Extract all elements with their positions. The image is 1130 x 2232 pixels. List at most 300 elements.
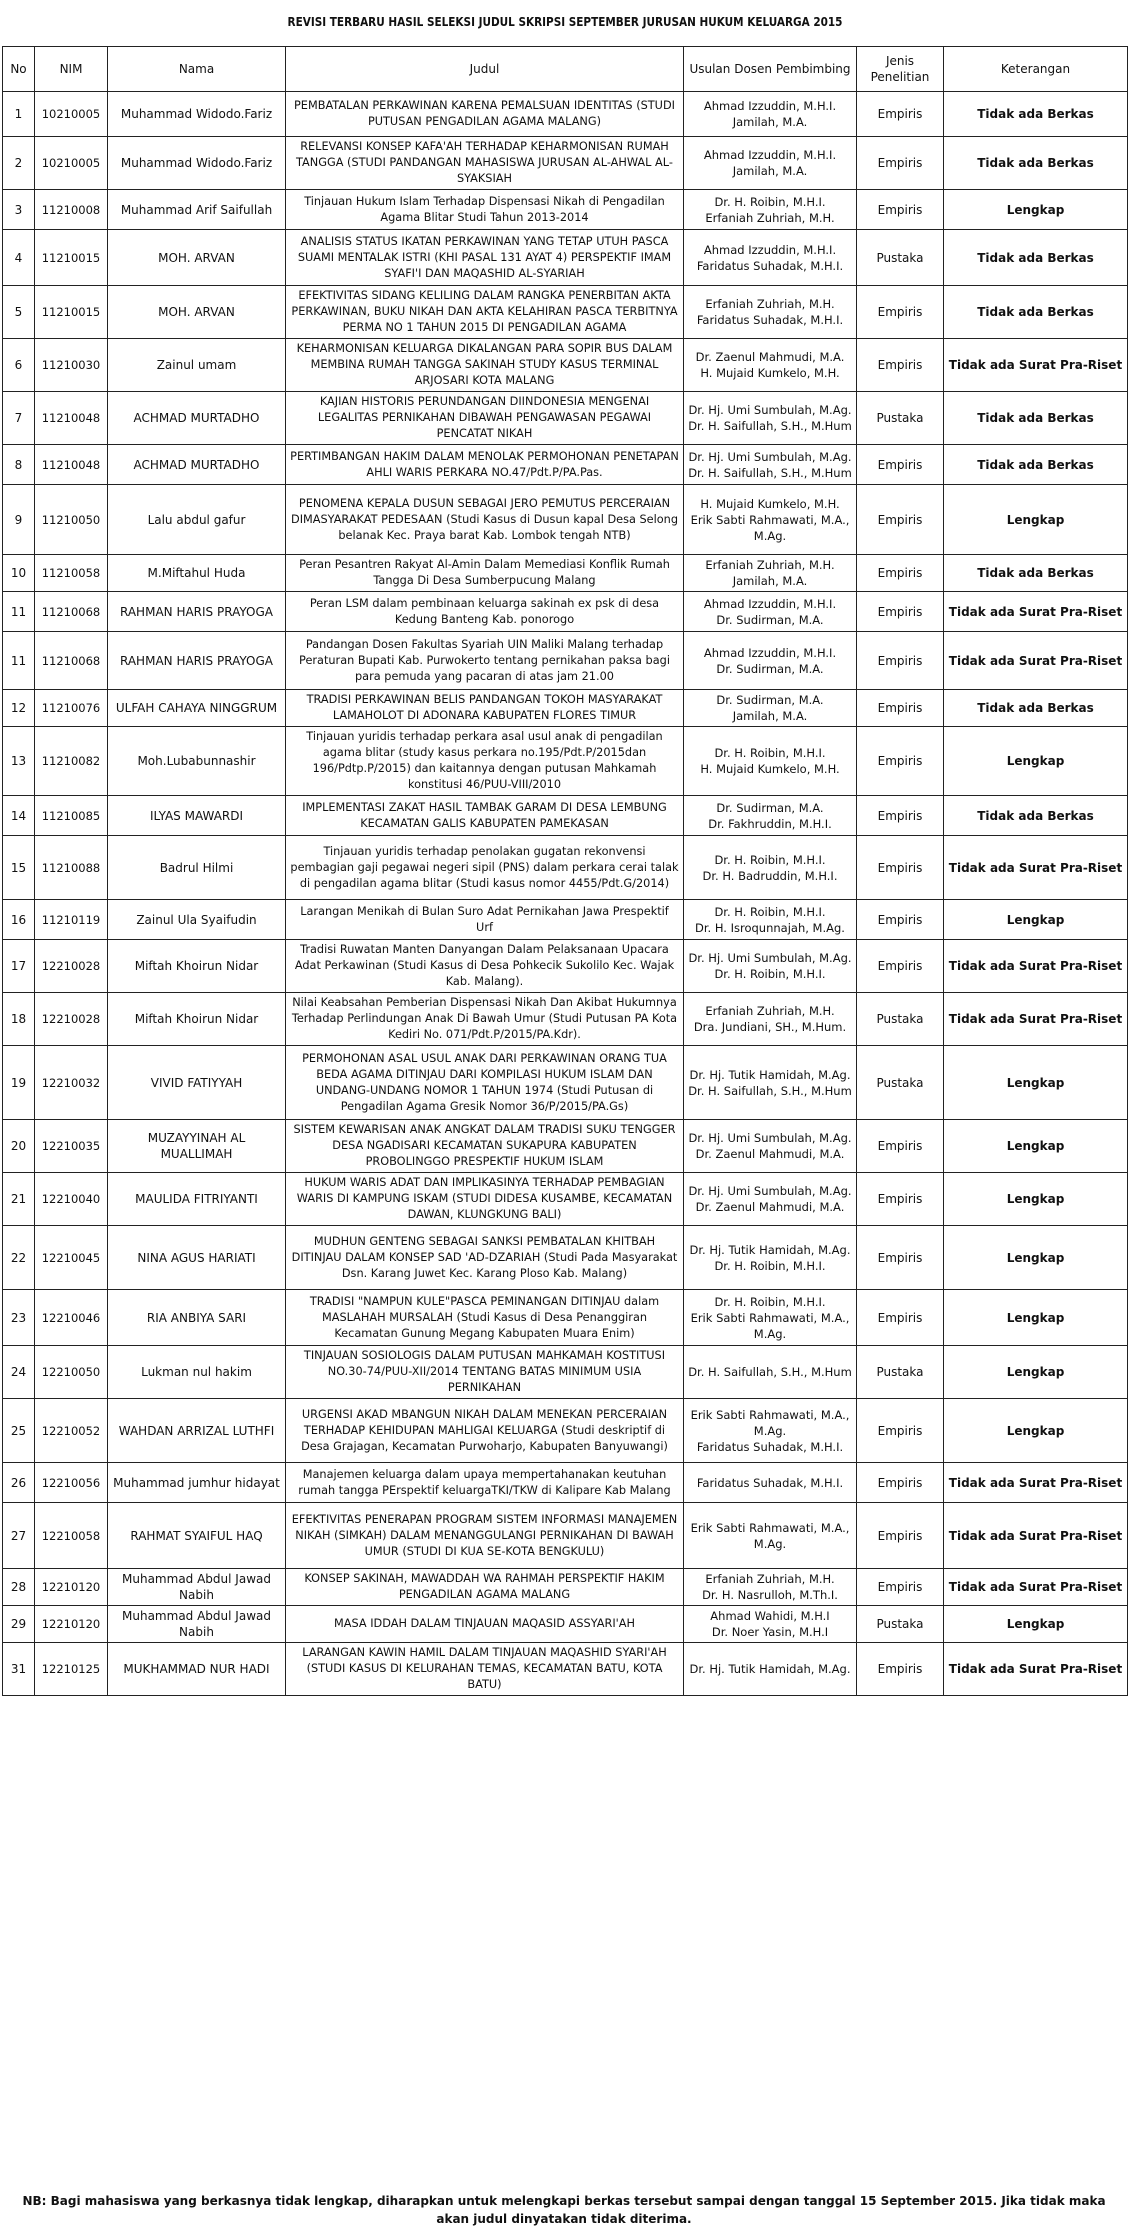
cell-no: 4	[3, 230, 35, 286]
table-row	[3, 445, 1128, 485]
cell-nim: 12210028	[35, 940, 108, 993]
table-row	[3, 1346, 1128, 1399]
cell-nama: VIVID FATIYYAH	[108, 1046, 286, 1120]
cell-dosen	[684, 445, 857, 485]
cell-dosen	[684, 339, 857, 392]
cell-jenis: Pustaka	[857, 230, 944, 286]
cell-nim: 12210040	[35, 1173, 108, 1226]
cell-keterangan: Tidak ada Berkas	[944, 445, 1128, 485]
cell-nim: 11210068	[35, 632, 108, 690]
cell-keterangan: Tidak ada Surat Pra-Riset	[944, 940, 1128, 993]
cell-jenis: Empiris	[857, 727, 944, 796]
cell-no: 21	[3, 1173, 35, 1226]
cell-nim: 12210052	[35, 1399, 108, 1463]
cell-keterangan: Tidak ada Berkas	[944, 796, 1128, 836]
cell-dosen	[684, 1463, 857, 1503]
cell-nim: 11210015	[35, 286, 108, 339]
advisor-name: Ahmad Izzuddin, M.H.I.	[703, 148, 837, 162]
cell-nama: RAHMAN HARIS PRAYOGA	[108, 632, 286, 690]
advisor-name: Jamilah, M.A.	[732, 164, 808, 178]
cell-nama: ACHMAD MURTADHO	[108, 445, 286, 485]
cell-dosen	[684, 1226, 857, 1290]
cell-judul: ANALISIS STATUS IKATAN PERKAWINAN YANG TETAP UTUH PASCA SUAMI MENTALAK ISTRI (KHI PASAL 131 AYAT 4) PERSPEKTIF IMAM SYAFI'I DAN MAQASHID AL-SYARIAH	[286, 230, 684, 286]
cell-jenis: Empiris	[857, 1226, 944, 1290]
cell-jenis: Empiris	[857, 286, 944, 339]
table-row	[3, 993, 1128, 1046]
cell-keterangan: Lengkap	[944, 1173, 1128, 1226]
cell-jenis: Empiris	[857, 940, 944, 993]
cell-judul: RELEVANSI KONSEP KAFA'AH TERHADAP KEHARMONISAN RUMAH TANGGA (STUDI PANDANGAN MAHASISWA JURUSAN AL-AHWAL AL-SYAKSIAH	[286, 137, 684, 190]
cell-jenis: Empiris	[857, 592, 944, 632]
cell-keterangan: Tidak ada Surat Pra-Riset	[944, 836, 1128, 900]
cell-no: 9	[3, 485, 35, 555]
cell-dosen	[684, 392, 857, 445]
cell-nim: 10210005	[35, 92, 108, 137]
cell-dosen	[684, 900, 857, 940]
cell-nim: 12210056	[35, 1463, 108, 1503]
cell-dosen	[684, 555, 857, 592]
cell-no: 31	[3, 1643, 35, 1696]
cell-jenis: Empiris	[857, 690, 944, 727]
cell-judul: Tinjauan yuridis terhadap perkara asal usul anak di pengadilan agama blitar (study kasus perkara no.195/Pdt.P/2015dan 196/Pdtp.P/2015) dan kaitannya dengan putusan Mahkamah konstitusi 46/PUU-VIII/2010	[286, 727, 684, 796]
cell-keterangan: Lengkap	[944, 1346, 1128, 1399]
cell-nim: 12210045	[35, 1226, 108, 1290]
cell-jenis: Empiris	[857, 1463, 944, 1503]
table-header-row	[3, 47, 1128, 92]
advisor-name: H. Mujaid Kumkelo, M.H.	[700, 762, 840, 776]
cell-keterangan: Tidak ada Surat Pra-Riset	[944, 592, 1128, 632]
cell-keterangan: Tidak ada Surat Pra-Riset	[944, 339, 1128, 392]
cell-no: 15	[3, 836, 35, 900]
cell-nama: Muhammad Arif Saifullah	[108, 190, 286, 230]
advisor-name: Erfaniah Zuhriah, M.H.	[705, 1004, 835, 1018]
cell-dosen	[684, 1606, 857, 1643]
cell-no: 23	[3, 1290, 35, 1346]
advisor-name: Ahmad Wahidi, M.H.I	[710, 1609, 830, 1623]
advisor-name: Dr. Sudirman, M.A.	[716, 800, 824, 815]
advisor-name: Dr. Sudirman, M.A.	[716, 693, 824, 707]
selection-table	[2, 46, 1128, 1696]
cell-keterangan: Lengkap	[944, 485, 1128, 555]
cell-judul: TINJAUAN SOSIOLOGIS DALAM PUTUSAN MAHKAMAH KOSTITUSI NO.30-74/PUU-XII/2014 TENTANG BATAS MINIMUM USIA PERNIKAHAN	[286, 1346, 684, 1399]
cell-nama: NINA AGUS HARIATI	[108, 1226, 286, 1290]
advisor-name: Dr. H. Isroqunnajah, M.Ag.	[695, 920, 845, 935]
cell-nama: MOH. ARVAN	[108, 286, 286, 339]
cell-dosen	[684, 485, 857, 555]
cell-jenis: Empiris	[857, 1120, 944, 1173]
cell-no: 1	[3, 92, 35, 137]
advisor-name: Erik Sabti Rahmawati, M.A., M.Ag.	[690, 1520, 850, 1551]
cell-keterangan: Tidak ada Surat Pra-Riset	[944, 993, 1128, 1046]
advisor-name: Dr. Noer Yasin, M.H.I	[711, 1625, 829, 1639]
cell-keterangan: Lengkap	[944, 1226, 1128, 1290]
cell-nim: 12210028	[35, 993, 108, 1046]
cell-nama: Muhammad Widodo.Fariz	[108, 92, 286, 137]
cell-jenis: Empiris	[857, 1290, 944, 1346]
advisor-name: Faridatus Suhadak, M.H.I.	[696, 1475, 844, 1490]
advisor-name: Dr. Zaenul Mahmudi, M.A.	[695, 1147, 845, 1161]
advisor-name: Dr. H. Roibin, M.H.I.	[714, 746, 826, 760]
cell-judul: PERMOHONAN ASAL USUL ANAK DARI PERKAWINAN ORANG TUA BEDA AGAMA DITINJAU DARI KOMPILASI HUKUM ISLAM DAN UNDANG-UNDANG NOMOR 1 TAHUN 1974 (Studi Putusan di Pengadilan Agama Gresik Nomor 36/P/2015/PA.Gs)	[286, 1046, 684, 1120]
advisor-name: Erik Sabti Rahmawati, M.A., M.Ag.	[690, 512, 850, 543]
cell-no: 26	[3, 1463, 35, 1503]
cell-jenis: Pustaka	[857, 1346, 944, 1399]
advisor-name: Dr. H. Badruddin, M.H.I.	[702, 868, 838, 883]
cell-dosen	[684, 796, 857, 836]
cell-keterangan: Tidak ada Surat Pra-Riset	[944, 1643, 1128, 1696]
cell-nim: 12210125	[35, 1643, 108, 1696]
cell-dosen	[684, 632, 857, 690]
cell-nim: 12210120	[35, 1606, 108, 1643]
cell-jenis: Pustaka	[857, 1606, 944, 1643]
cell-nim: 12210058	[35, 1503, 108, 1569]
footnote: NB: Bagi mahasiswa yang berkasnya tidak lengkap, diharapkan untuk melengkapi berkas tersebut sampai dengan tanggal 15 September 2015. Jika tidak maka akan judul dinyatakan tidak diterima.	[22, 2194, 1106, 2226]
cell-judul: Pandangan Dosen Fakultas Syariah UIN Maliki Malang terhadap Peraturan Bupati Kab. Purwokerto tentang pernikahan paksa bagi para pemuda yang pacaran di atas jam 21.00	[286, 632, 684, 690]
cell-nim: 12210120	[35, 1569, 108, 1606]
table-row	[3, 796, 1128, 836]
cell-jenis: Empiris	[857, 1173, 944, 1226]
advisor-name: Dr. H. Roibin, M.H.I.	[714, 1294, 826, 1309]
cell-nim: 11210048	[35, 445, 108, 485]
cell-judul: LARANGAN KAWIN HAMIL DALAM TINJAUAN MAQASHID SYARI'AH (STUDI KASUS DI KELURAHAN TEMAS, KECAMATAN BATU, KOTA BATU)	[286, 1643, 684, 1696]
cell-dosen	[684, 1399, 857, 1463]
cell-no: 24	[3, 1346, 35, 1399]
cell-no: 17	[3, 940, 35, 993]
cell-dosen	[684, 1290, 857, 1346]
cell-no: 6	[3, 339, 35, 392]
header-dosen: Usulan Dosen Pembimbing	[684, 47, 857, 92]
cell-jenis: Empiris	[857, 836, 944, 900]
cell-nim: 12210035	[35, 1120, 108, 1173]
cell-jenis: Empiris	[857, 555, 944, 592]
cell-judul: URGENSI AKAD MBANGUN NIKAH DALAM MENEKAN PERCERAIAN TERHADAP KEHIDUPAN MAHLIGAI KELUARGA (Studi deskriptif di Desa Grajagan, Kecamatan Purwoharjo, Kabupaten Banyuwangi)	[286, 1399, 684, 1463]
cell-nama: RIA ANBIYA SARI	[108, 1290, 286, 1346]
cell-nama: MAULIDA FITRIYANTI	[108, 1173, 286, 1226]
cell-nama: ACHMAD MURTADHO	[108, 392, 286, 445]
cell-no: 18	[3, 993, 35, 1046]
cell-keterangan: Lengkap	[944, 190, 1128, 230]
cell-no: 25	[3, 1399, 35, 1463]
table-row	[3, 900, 1128, 940]
cell-judul: KEHARMONISAN KELUARGA DIKALANGAN PARA SOPIR BUS DALAM MEMBINA RUMAH TANGGA SAKINAH STUDY KASUS TERMINAL ARJOSARI KOTA MALANG	[286, 339, 684, 392]
cell-judul: MASA IDDAH DALAM TINJAUAN MAQASID ASSYARI'AH	[286, 1606, 684, 1643]
cell-keterangan: Lengkap	[944, 1399, 1128, 1463]
cell-dosen	[684, 190, 857, 230]
cell-nim: 12210032	[35, 1046, 108, 1120]
cell-nama: Miftah Khoirun Nidar	[108, 940, 286, 993]
cell-jenis: Empiris	[857, 190, 944, 230]
cell-nama: RAHMAT SYAIFUL HAQ	[108, 1503, 286, 1569]
cell-nim: 11210119	[35, 900, 108, 940]
cell-nama: ULFAH CAHAYA NINGGRUM	[108, 690, 286, 727]
advisor-name: Erfaniah Zuhriah, M.H.	[705, 210, 835, 225]
advisor-name: Erfaniah Zuhriah, M.H.	[705, 1572, 835, 1586]
cell-judul: PEMBATALAN PERKAWINAN KARENA PEMALSUAN IDENTITAS (STUDI PUTUSAN PENGADILAN AGAMA MALANG)	[286, 92, 684, 137]
cell-nama: Lalu abdul gafur	[108, 485, 286, 555]
table-row	[3, 1226, 1128, 1290]
cell-jenis: Empiris	[857, 339, 944, 392]
cell-jenis: Pustaka	[857, 1046, 944, 1120]
advisor-name: H. Mujaid Kumkelo, M.H.	[700, 496, 840, 511]
cell-judul: PENOMENA KEPALA DUSUN SEBAGAI JERO PEMUTUS PERCERAIAN DIMASYARAKAT PEDESAAN (Studi Kasus di Dusun kapal Desa Selong belanak Kec. Praya barat Kab. Lombok tengah NTB)	[286, 485, 684, 555]
advisor-name: Erfaniah Zuhriah, M.H.	[705, 558, 835, 572]
cell-keterangan: Tidak ada Surat Pra-Riset	[944, 632, 1128, 690]
cell-keterangan: Lengkap	[944, 1606, 1128, 1643]
table-row	[3, 137, 1128, 190]
cell-judul: Peran Pesantren Rakyat Al-Amin Dalam Memediasi Konflik Rumah Tangga Di Desa Sumberpucung Malang	[286, 555, 684, 592]
advisor-name: Dr. H. Saifullah, S.H., M.Hum	[688, 1083, 852, 1098]
advisor-name: Dr. Hj. Umi Sumbulah, M.Ag.	[688, 449, 852, 464]
advisor-name: Dr. Hj. Tutik Hamidah, M.Ag.	[689, 1067, 851, 1082]
cell-no: 14	[3, 796, 35, 836]
header-no: No	[3, 47, 35, 92]
cell-nim: 10210005	[35, 137, 108, 190]
table-row	[3, 1569, 1128, 1606]
cell-nim: 11210008	[35, 190, 108, 230]
cell-keterangan: Lengkap	[944, 1290, 1128, 1346]
cell-nama: Muhammad Widodo.Fariz	[108, 137, 286, 190]
cell-nim: 11210082	[35, 727, 108, 796]
table-row	[3, 339, 1128, 392]
cell-nama: ILYAS MAWARDI	[108, 796, 286, 836]
cell-judul: Peran LSM dalam pembinaan keluarga sakinah ex psk di desa Kedung Banteng Kab. ponorogo	[286, 592, 684, 632]
cell-judul: IMPLEMENTASI ZAKAT HASIL TAMBAK GARAM DI DESA LEMBUNG KECAMATAN GALIS KABUPATEN PAMEKASAN	[286, 796, 684, 836]
cell-nama: MUZAYYINAH AL MUALLIMAH	[108, 1120, 286, 1173]
cell-jenis: Empiris	[857, 632, 944, 690]
advisor-name: Dr. H. Nasrulloh, M.Th.I.	[702, 1588, 838, 1602]
advisor-name: Dr. H. Roibin, M.H.I.	[714, 194, 826, 209]
table-row	[3, 836, 1128, 900]
cell-no: 5	[3, 286, 35, 339]
cell-dosen	[684, 1643, 857, 1696]
advisor-name: Jamilah, M.A.	[732, 115, 808, 129]
advisor-name: Dr. Sudirman, M.A.	[716, 661, 824, 676]
page-title: REVISI TERBARU HASIL SELEKSI JUDUL SKRIPSI SEPTEMBER JURUSAN HUKUM KELUARGA 2015	[287, 14, 843, 29]
cell-nim: 11210068	[35, 592, 108, 632]
cell-dosen	[684, 940, 857, 993]
table-row	[3, 592, 1128, 632]
advisor-name: Dr. H. Saifullah, S.H., M.Hum	[688, 1365, 852, 1379]
advisor-name: Faridatus Suhadak, M.H.I.	[696, 258, 844, 273]
cell-jenis: Empiris	[857, 900, 944, 940]
cell-dosen	[684, 690, 857, 727]
cell-nim: 11210030	[35, 339, 108, 392]
cell-no: 29	[3, 1606, 35, 1643]
table-row	[3, 555, 1128, 592]
header-judul: Judul	[286, 47, 684, 92]
advisor-name: Dr. H. Saifullah, S.H., M.Hum	[688, 465, 852, 480]
cell-no: 11	[3, 632, 35, 690]
advisor-name: Dr. Fakhruddin, M.H.I.	[708, 816, 832, 831]
cell-keterangan: Tidak ada Surat Pra-Riset	[944, 1569, 1128, 1606]
header-keterangan: Keterangan	[944, 47, 1128, 92]
cell-keterangan: Tidak ada Berkas	[944, 392, 1128, 445]
advisor-name: Dr. H. Roibin, M.H.I.	[714, 852, 826, 867]
cell-keterangan: Tidak ada Surat Pra-Riset	[944, 1503, 1128, 1569]
cell-no: 20	[3, 1120, 35, 1173]
table-row	[3, 1120, 1128, 1173]
cell-keterangan: Tidak ada Berkas	[944, 137, 1128, 190]
cell-nama: M.Miftahul Huda	[108, 555, 286, 592]
cell-dosen	[684, 1046, 857, 1120]
table-row	[3, 392, 1128, 445]
cell-nama: RAHMAN HARIS PRAYOGA	[108, 592, 286, 632]
advisor-name: Dr. Hj. Umi Sumbulah, M.Ag.	[688, 951, 852, 965]
cell-dosen	[684, 993, 857, 1046]
advisor-name: Ahmad Izzuddin, M.H.I.	[703, 242, 837, 257]
advisor-name: Erik Sabti Rahmawati, M.A., M.Ag.	[690, 1310, 850, 1341]
cell-nama: Badrul Hilmi	[108, 836, 286, 900]
table-row	[3, 1173, 1128, 1226]
cell-judul: Tinjauan yuridis terhadap penolakan gugatan rekonvensi pembagian gaji pegawai negeri sipil (PNS) dalam perkara cerai talak di pengadilan agama blitar (Studi kasus nomor 4455/Pdt.G/2014)	[286, 836, 684, 900]
table-row	[3, 1503, 1128, 1569]
advisor-name: Ahmad Izzuddin, M.H.I.	[703, 596, 837, 611]
advisor-name: Dr. H. Saifullah, S.H., M.Hum	[688, 419, 852, 433]
table-row	[3, 632, 1128, 690]
table-row	[3, 190, 1128, 230]
cell-no: 13	[3, 727, 35, 796]
cell-keterangan: Tidak ada Berkas	[944, 555, 1128, 592]
cell-no: 22	[3, 1226, 35, 1290]
cell-judul: MUDHUN GENTENG SEBAGAI SANKSI PEMBATALAN KHITBAH DITINJAU DALAM KONSEP SAD 'AD-DZARIAH (Studi Pada Masyarakat Dsn. Karang Juwet Kec. Karang Ploso Kab. Malang)	[286, 1226, 684, 1290]
cell-judul: KAJIAN HISTORIS PERUNDANGAN DIINDONESIA MENGENAI LEGALITAS PERNIKAHAN DIBAWAH PENGAWASAN PEGAWAI PENCATAT NIKAH	[286, 392, 684, 445]
cell-nim: 11210058	[35, 555, 108, 592]
cell-jenis: Empiris	[857, 796, 944, 836]
cell-nama: Muhammad Abdul Jawad Nabih	[108, 1606, 286, 1643]
cell-jenis: Empiris	[857, 1569, 944, 1606]
cell-jenis: Empiris	[857, 1399, 944, 1463]
cell-judul: TRADISI PERKAWINAN BELIS PANDANGAN TOKOH MASYARAKAT LAMAHOLOT DI ADONARA KABUPATEN FLORES TIMUR	[286, 690, 684, 727]
table-row	[3, 1290, 1128, 1346]
table-row	[3, 92, 1128, 137]
cell-no: 12	[3, 690, 35, 727]
cell-nama: Muhammad Abdul Jawad Nabih	[108, 1569, 286, 1606]
advisor-name: Dr. Hj. Umi Sumbulah, M.Ag.	[688, 403, 852, 417]
cell-no: 3	[3, 190, 35, 230]
advisor-name: Dr. H. Roibin, M.H.I.	[714, 1258, 826, 1273]
header-nama: Nama	[108, 47, 286, 92]
table-row	[3, 485, 1128, 555]
advisor-name: Dr. Zaenul Mahmudi, M.A.	[695, 350, 845, 364]
advisor-name: Dr. Zaenul Mahmudi, M.A.	[695, 1200, 845, 1214]
cell-dosen	[684, 1346, 857, 1399]
cell-judul: TRADISI "NAMPUN KULE"PASCA PEMINANGAN DITINJAU dalam MASLAHAH MURSALAH (Studi Kasus di Desa Penanggiran Kecamatan Gunung Megang Kabupaten Muara Enim)	[286, 1290, 684, 1346]
cell-judul: Manajemen keluarga dalam upaya mempertahanakan keutuhan rumah tangga PErspektif keluargaTKI/TKW di Kalipare Kab Malang	[286, 1463, 684, 1503]
cell-dosen	[684, 836, 857, 900]
advisor-name: Ahmad Izzuddin, M.H.I.	[703, 99, 837, 113]
advisor-name: Erfaniah Zuhriah, M.H.	[705, 297, 835, 311]
advisor-name: Dra. Jundiani, SH., M.Hum.	[693, 1020, 847, 1034]
cell-judul: EFEKTIVITAS SIDANG KELILING DALAM RANGKA PENERBITAN AKTA PERKAWINAN, BUKU NIKAH DAN AKTA KELAHIRAN PASCA TERBITNYA PERMA NO 1 TAHUN 2015 DI PENGADILAN AGAMA	[286, 286, 684, 339]
cell-jenis: Empiris	[857, 92, 944, 137]
cell-judul: Tinjauan Hukum Islam Terhadap Dispensasi Nikah di Pengadilan Agama Blitar Studi Tahun 2013-2014	[286, 190, 684, 230]
advisor-name: Faridatus Suhadak, M.H.I.	[696, 1439, 844, 1454]
cell-no: 7	[3, 392, 35, 445]
cell-nama: Miftah Khoirun Nidar	[108, 993, 286, 1046]
cell-jenis: Empiris	[857, 137, 944, 190]
cell-jenis: Pustaka	[857, 392, 944, 445]
cell-keterangan: Tidak ada Berkas	[944, 230, 1128, 286]
cell-judul: Nilai Keabsahan Pemberian Dispensasi Nikah Dan Akibat Hukumnya Terhadap Perlindungan Anak Di Bawah Umur (Studi Putusan PA Kota Kediri No. 071/Pdt.P/2015/PA.Kdr).	[286, 993, 684, 1046]
cell-judul: HUKUM WARIS ADAT DAN IMPLIKASINYA TERHADAP PEMBAGIAN WARIS DI KAMPUNG ISKAM (STUDI DIDESA KUSAMBE, KECAMATAN DAWAN, KLUNGKUNG BALI)	[286, 1173, 684, 1226]
cell-keterangan: Tidak ada Surat Pra-Riset	[944, 1463, 1128, 1503]
cell-nim: 11210085	[35, 796, 108, 836]
cell-jenis: Empiris	[857, 445, 944, 485]
cell-nama: Moh.Lubabunnashir	[108, 727, 286, 796]
advisor-name: Jamilah, M.A.	[732, 574, 808, 588]
table-row	[3, 1463, 1128, 1503]
advisor-name: Dr. Hj. Umi Sumbulah, M.Ag.	[688, 1184, 852, 1198]
cell-nim: 11210088	[35, 836, 108, 900]
table-row	[3, 1606, 1128, 1643]
cell-no: 10	[3, 555, 35, 592]
table-row	[3, 1046, 1128, 1120]
advisor-name: Faridatus Suhadak, M.H.I.	[696, 313, 844, 327]
cell-dosen	[684, 727, 857, 796]
cell-jenis: Pustaka	[857, 993, 944, 1046]
cell-dosen	[684, 230, 857, 286]
advisor-name: Dr. H. Roibin, M.H.I.	[714, 967, 826, 981]
table-row	[3, 230, 1128, 286]
cell-jenis: Empiris	[857, 1503, 944, 1569]
cell-keterangan: Lengkap	[944, 900, 1128, 940]
cell-keterangan: Lengkap	[944, 1120, 1128, 1173]
cell-judul: PERTIMBANGAN HAKIM DALAM MENOLAK PERMOHONAN PENETAPAN AHLI WARIS PERKARA NO.47/Pdt.P/PA.Pas.	[286, 445, 684, 485]
cell-nama: WAHDAN ARRIZAL LUTHFI	[108, 1399, 286, 1463]
cell-nim: 11210050	[35, 485, 108, 555]
cell-no: 27	[3, 1503, 35, 1569]
cell-judul: EFEKTIVITAS PENERAPAN PROGRAM SISTEM INFORMASI MANAJEMEN NIKAH (SIMKAH) DALAM MENANGGULANGI PERNIKAHAN DI BAWAH UMUR (STUDI DI KUA SE-KOTA BENGKULU)	[286, 1503, 684, 1569]
cell-nama: Muhammad jumhur hidayat	[108, 1463, 286, 1503]
cell-keterangan: Lengkap	[944, 1046, 1128, 1120]
cell-no: 19	[3, 1046, 35, 1120]
cell-judul: SISTEM KEWARISAN ANAK ANGKAT DALAM TRADISI SUKU TENGGER DESA NGADISARI KECAMATAN SUKAPURA KABUPATEN PROBOLINGGO PRESPEKTIF HUKUM ISLAM	[286, 1120, 684, 1173]
cell-nim: 11210015	[35, 230, 108, 286]
cell-dosen	[684, 286, 857, 339]
table-row	[3, 940, 1128, 993]
cell-judul: Tradisi Ruwatan Manten Danyangan Dalam Pelaksanaan Upacara Adat Perkawinan (Studi Kasus di Desa Pohkecik Sukolilo Kec. Wajak Kab. Malang).	[286, 940, 684, 993]
cell-no: 28	[3, 1569, 35, 1606]
table-row	[3, 727, 1128, 796]
cell-no: 11	[3, 592, 35, 632]
cell-nim: 11210048	[35, 392, 108, 445]
advisor-name: H. Mujaid Kumkelo, M.H.	[700, 366, 840, 380]
advisor-name: Dr. Hj. Tutik Hamidah, M.Ag.	[689, 1242, 851, 1257]
advisor-name: Dr. Sudirman, M.A.	[716, 612, 824, 627]
table-row	[3, 1643, 1128, 1696]
table-row	[3, 1399, 1128, 1463]
cell-nama: Zainul umam	[108, 339, 286, 392]
table-row	[3, 690, 1128, 727]
table-row	[3, 286, 1128, 339]
cell-no: 16	[3, 900, 35, 940]
header-jenis: Jenis Penelitian	[857, 47, 944, 92]
cell-dosen	[684, 1569, 857, 1606]
cell-nim: 12210050	[35, 1346, 108, 1399]
cell-dosen	[684, 1173, 857, 1226]
cell-judul: KONSEP SAKINAH, MAWADDAH WA RAHMAH PERSPEKTIF HAKIM PENGADILAN AGAMA MALANG	[286, 1569, 684, 1606]
cell-jenis: Empiris	[857, 1643, 944, 1696]
cell-dosen	[684, 1503, 857, 1569]
cell-nim: 11210076	[35, 690, 108, 727]
table-body	[3, 92, 1128, 1696]
cell-dosen	[684, 137, 857, 190]
advisor-name: Ahmad Izzuddin, M.H.I.	[703, 645, 837, 660]
cell-no: 8	[3, 445, 35, 485]
advisor-name: Jamilah, M.A.	[732, 709, 808, 723]
cell-dosen	[684, 92, 857, 137]
cell-nama: Lukman nul hakim	[108, 1346, 286, 1399]
